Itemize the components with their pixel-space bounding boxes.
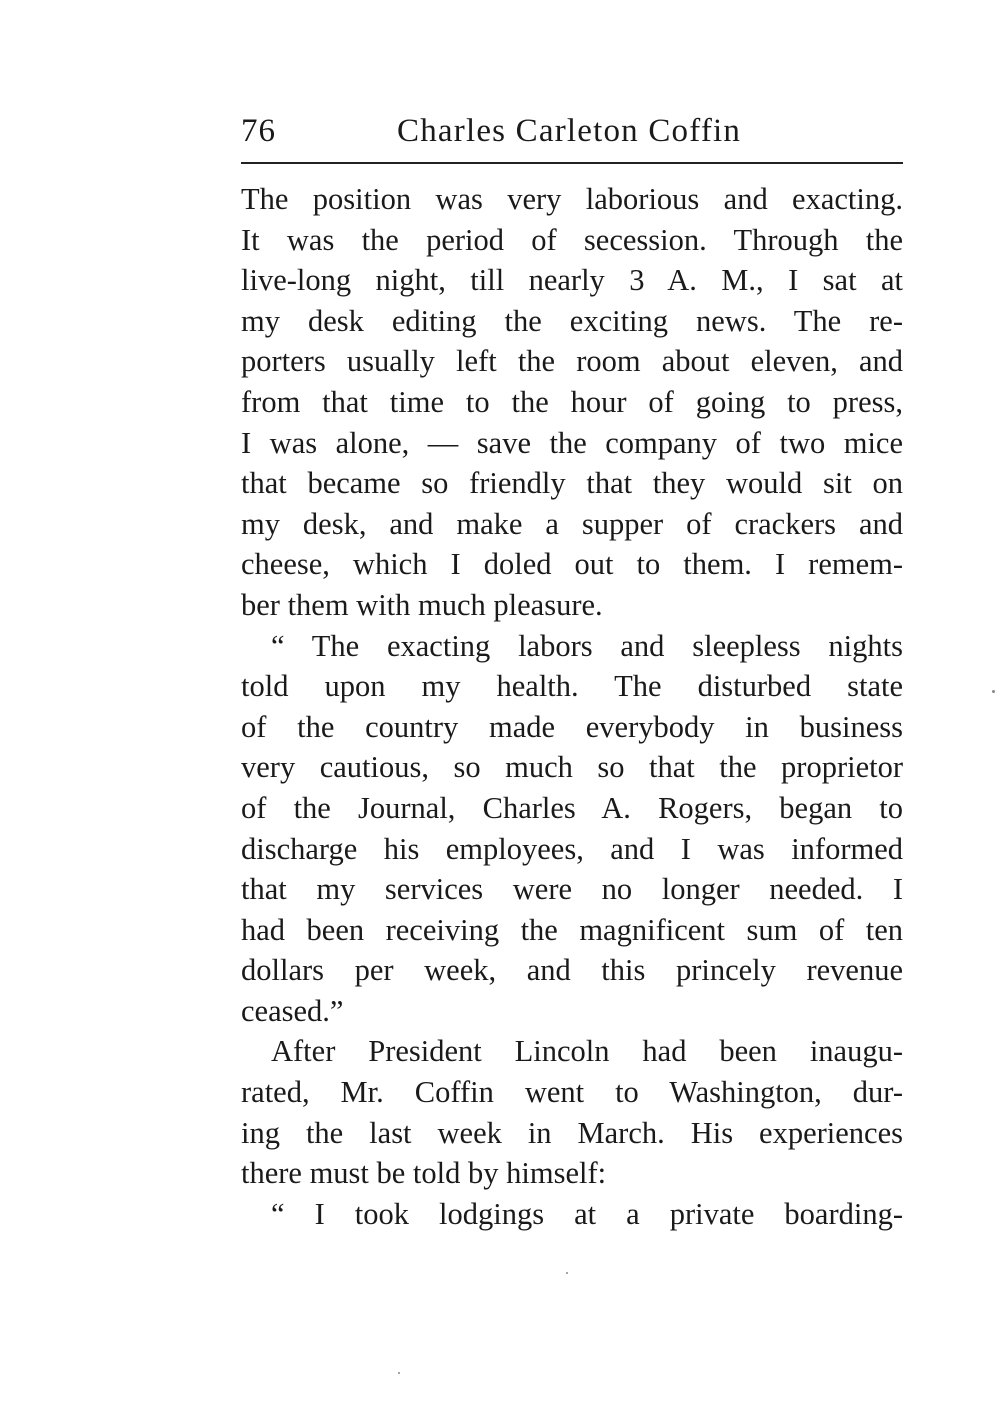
body-text <box>241 179 903 1234</box>
text-line: I was alone, — save the company of two mice <box>241 425 903 460</box>
page-number: 76 <box>241 113 276 149</box>
text-line: that became so friendly that they would sit on <box>241 466 903 501</box>
text-line: The position was very laborious and exacting. <box>241 182 903 216</box>
text-line: of the country made everybody in business <box>241 709 903 744</box>
text-line: rated, Mr. Coffin went to Washington, dur- <box>241 1075 903 1110</box>
text-line: dollars per week, and this princely revenue <box>241 953 903 988</box>
scan-speck <box>992 690 995 693</box>
text-line: It was the period of secession. Through the <box>241 222 903 257</box>
running-title: Charles Carleton Coffin <box>397 113 742 149</box>
text-line: there must be told by himself: <box>241 1156 607 1191</box>
text-line: my desk editing the exciting news. The re- <box>241 303 903 338</box>
text-line: After President Lincoln had been inaugu- <box>271 1034 903 1069</box>
text-line: ber them with much pleasure. <box>241 587 603 622</box>
text-line: of the Journal, Charles A. Rogers, began to <box>241 790 903 825</box>
text-line: very cautious, so much so that the proprietor <box>241 750 903 785</box>
text-line: had been receiving the magnificent sum of ten <box>241 912 903 947</box>
text-line: my desk, and make a supper of crackers and <box>241 506 903 541</box>
text-line: cheese, which I doled out to them. I remem- <box>241 547 903 582</box>
header-rule <box>241 162 903 164</box>
scan-speck <box>398 1372 400 1374</box>
text-line: porters usually left the room about eleven, and <box>241 344 903 379</box>
text-line: live-long night, till nearly 3 A. M., I sat at <box>241 263 903 298</box>
text-line: that my services were no longer needed. I <box>241 872 903 907</box>
text-line: discharge his employees, and I was informed <box>241 831 903 866</box>
text-line: “ The exacting labors and sleepless nights <box>271 628 903 663</box>
running-head <box>241 108 903 154</box>
text-line: ing the last week in March. His experiences <box>241 1115 903 1150</box>
text-line: told upon my health. The disturbed state <box>241 669 903 704</box>
text-line: from that time to the hour of going to press, <box>241 384 903 419</box>
text-line: ceased.” <box>241 993 344 1028</box>
scan-speck <box>566 1272 568 1274</box>
text-line: “ I took lodgings at a private boarding- <box>271 1196 903 1231</box>
